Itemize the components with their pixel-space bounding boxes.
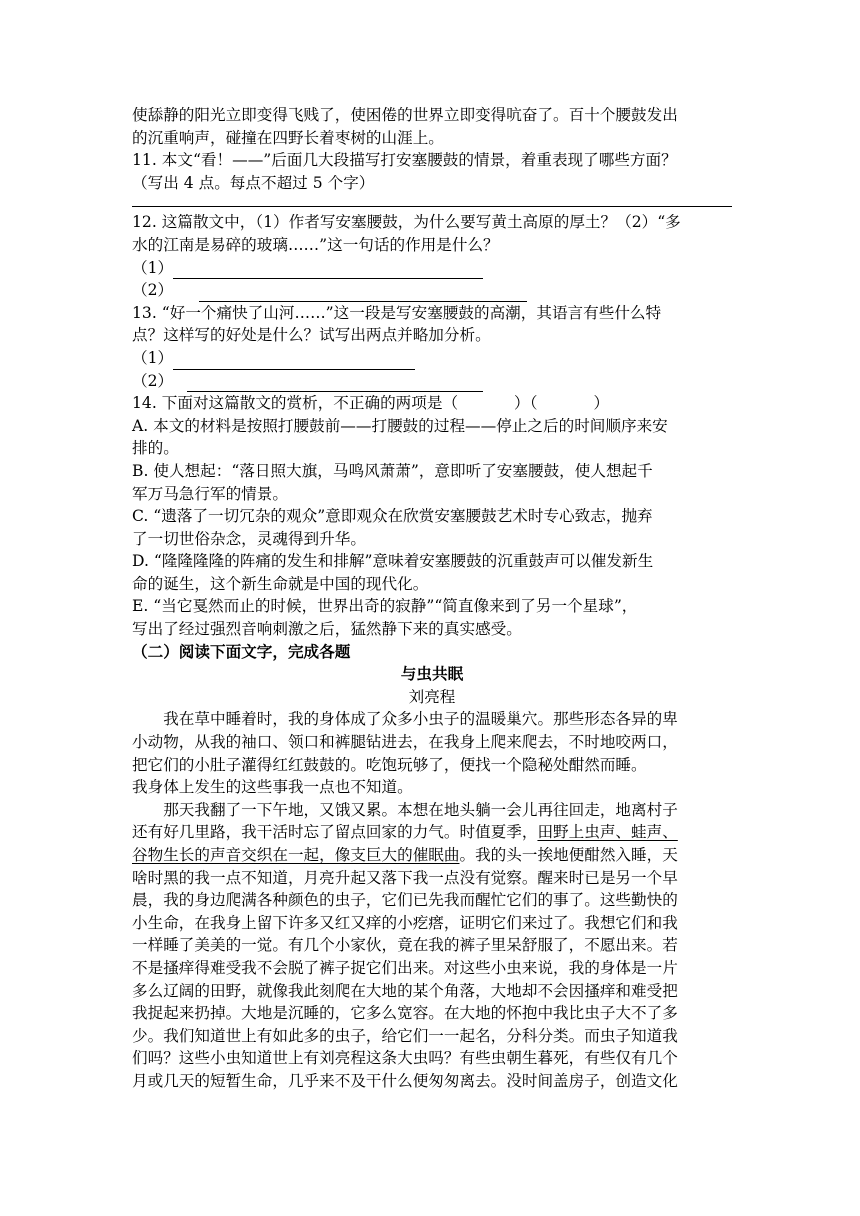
option-a: A. 本文的材料是按照打腰鼓前——打腰鼓的过程——停止之后的时间顺序来安	[132, 416, 668, 435]
essay-line	[132, 821, 732, 844]
answer-label: （2）	[132, 281, 174, 300]
essay-line: 我在草中睡着时，我的身体成了众多小虫子的温暖巢穴。那些形态各异的卑	[163, 710, 678, 729]
essay-title: 与虫共眠	[400, 664, 464, 684]
answer-label: （2）	[132, 371, 174, 390]
essay-line: 多么辽阔的田野，就像我此刻爬在大地的某个角落，大地却不会因搔痒和难受把	[132, 981, 678, 1000]
essay-line: 把它们的小肚子灌得红红鼓鼓的。吃饱玩够了，便找一个隐秘处酣然而睡。	[132, 755, 647, 774]
answer-blank-12-2[interactable]	[199, 285, 527, 302]
option-e: E. “当它戛然而止的时候，世界出奇的寂静”“简直像来到了另一个星球”，	[132, 597, 638, 616]
question-14-paren-close: ）	[593, 394, 610, 413]
essay-line: 不是搔痒得难受我不会脱了裤子捉它们出来。对这些小虫来说，我的身体是一片	[132, 958, 678, 977]
question-14-stem: 14. 下面对这篇散文的赏析，不正确的两项是（	[132, 394, 459, 413]
answer-blank-12-1[interactable]	[173, 262, 483, 279]
answer-row-12-1	[132, 257, 732, 280]
question-11: 11. 本文“看！——”后面几大段描写打安塞腰鼓的情景，着重表现了哪些方面？	[132, 151, 677, 170]
essay-line: 晨，我的身边爬满各种颜色的虫子，它们已先我而醒忙它们的事了。这些勤快的	[132, 891, 678, 910]
answer-row-13-1	[132, 347, 732, 370]
answer-blank-13-2[interactable]	[187, 375, 483, 392]
passage-line: 使舔静的阳光立即变得飞贱了，使困倦的世界立即变得吭奋了。百十个腰鼓发出	[132, 106, 678, 124]
section-heading: （二）阅读下面文字，完成各题	[132, 641, 351, 661]
option-d-cont: 命的诞生，这个新生命就是中国的现代化。	[132, 574, 429, 593]
essay-line: 我身体上发生的这些事我一点也不知道。	[132, 778, 413, 797]
document-content	[132, 104, 732, 1093]
answer-label: （1）	[132, 258, 174, 277]
question-12: 12. 这篇散文中，（1）作者写安塞腰鼓，为什么要写黄土高原的厚土？（2）“多	[132, 213, 681, 232]
answer-blank-13-1[interactable]	[173, 353, 415, 370]
essay-line: 小动物，从我的袖口、领口和裤腿钻进去，在我身上爬来爬去，不时地咬两口，	[132, 733, 678, 752]
question-14	[132, 392, 732, 415]
essay-line: 小生命，在我身上留下许多又红又痒的小疙瘩，证明它们来过了。我想它们和我	[132, 913, 678, 932]
option-c-cont: 了一切世俗杂念，灵魂得到升华。	[132, 529, 366, 548]
option-c: C. “遗落了一切冗杂的观众”意即观众在欣赏安塞腰鼓艺术时专心致志，抛弃	[132, 507, 653, 526]
essay-line: 一样睡了美美的一觉。有几个小家伙，竟在我的裤子里呆舒服了，不愿出来。若	[132, 936, 678, 955]
question-13-cont: 点？这样写的好处是什么？试写出两点并略加分析。	[132, 326, 491, 345]
question-13: 13. “好一个痛快了山河……”这一段是写安塞腰鼓的高潮，其语言有些什么特	[132, 303, 662, 322]
option-b-cont: 军万马急行军的情景。	[132, 484, 288, 503]
question-12-cont: 水的江南是易碎的玻璃……”这一句话的作用是什么？	[132, 235, 499, 254]
underlined-sentence: 田野上虫声、蛙声、	[537, 823, 678, 842]
option-d: D. “隆隆隆隆的阵痛的发生和排解”意味着安塞腰鼓的沉重鼓声可以催发新生	[132, 552, 654, 571]
answer-label: （1）	[132, 348, 174, 367]
essay-text: 。我的头一挨地便酣然入睡，天	[459, 846, 678, 864]
essay-line: 月或几天的短暂生命，几乎来不及干什么便匆匆离去。没时间盖房子，创造文化	[132, 1071, 678, 1090]
option-e-cont: 写出了经过强烈音响刺激之后，猛然静下来的真实感受。	[132, 620, 522, 639]
essay-line: 我捉起来扔掉。大地是沉睡的，它多么宽容。在大地的怀抱中我比虫子大不了多	[132, 1004, 678, 1023]
essay-line: 那天我翻了一下午地，又饿又累。本想在地头躺一会儿再往回走，地离村子	[163, 800, 678, 819]
essay-line: 少。我们知道世上有如此多的虫子，给它们一一起名，分科分类。而虫子知道我	[132, 1026, 678, 1045]
essay-text: 还有好几里路，我干活时忘了留点回家的力气。时值夏季，	[132, 823, 538, 842]
answer-line-11[interactable]	[132, 196, 732, 207]
underlined-sentence: 谷物生长的声音交织在一起，像支巨大的催眠曲	[132, 846, 460, 864]
answer-row-13-2	[132, 370, 732, 393]
essay-line	[132, 844, 732, 867]
option-a-cont: 排的。	[132, 439, 179, 458]
essay-author: 刘亮程	[408, 687, 456, 706]
question-11-note: （写出 4 点。每点不超过 5 个字）	[132, 173, 375, 192]
question-14-paren: ）（	[514, 394, 538, 413]
option-b: B. 使人想起：“落日照大旗，马鸣风萧萧”，意即听了安塞腰鼓，使人想起千	[132, 461, 653, 480]
essay-line: 啥时黑的我一点不知道，月亮升起又落下我一点没有觉察。醒来时已是另一个早	[132, 868, 678, 887]
answer-row-12-2	[132, 279, 732, 302]
essay-line: 们吗？这些小虫知道世上有刘亮程这条大虫吗？有些虫朝生暮死，有些仅有几个	[132, 1049, 678, 1068]
passage-line: 的沉重响声，碰撞在四野长着枣树的山涯上。	[132, 128, 444, 147]
